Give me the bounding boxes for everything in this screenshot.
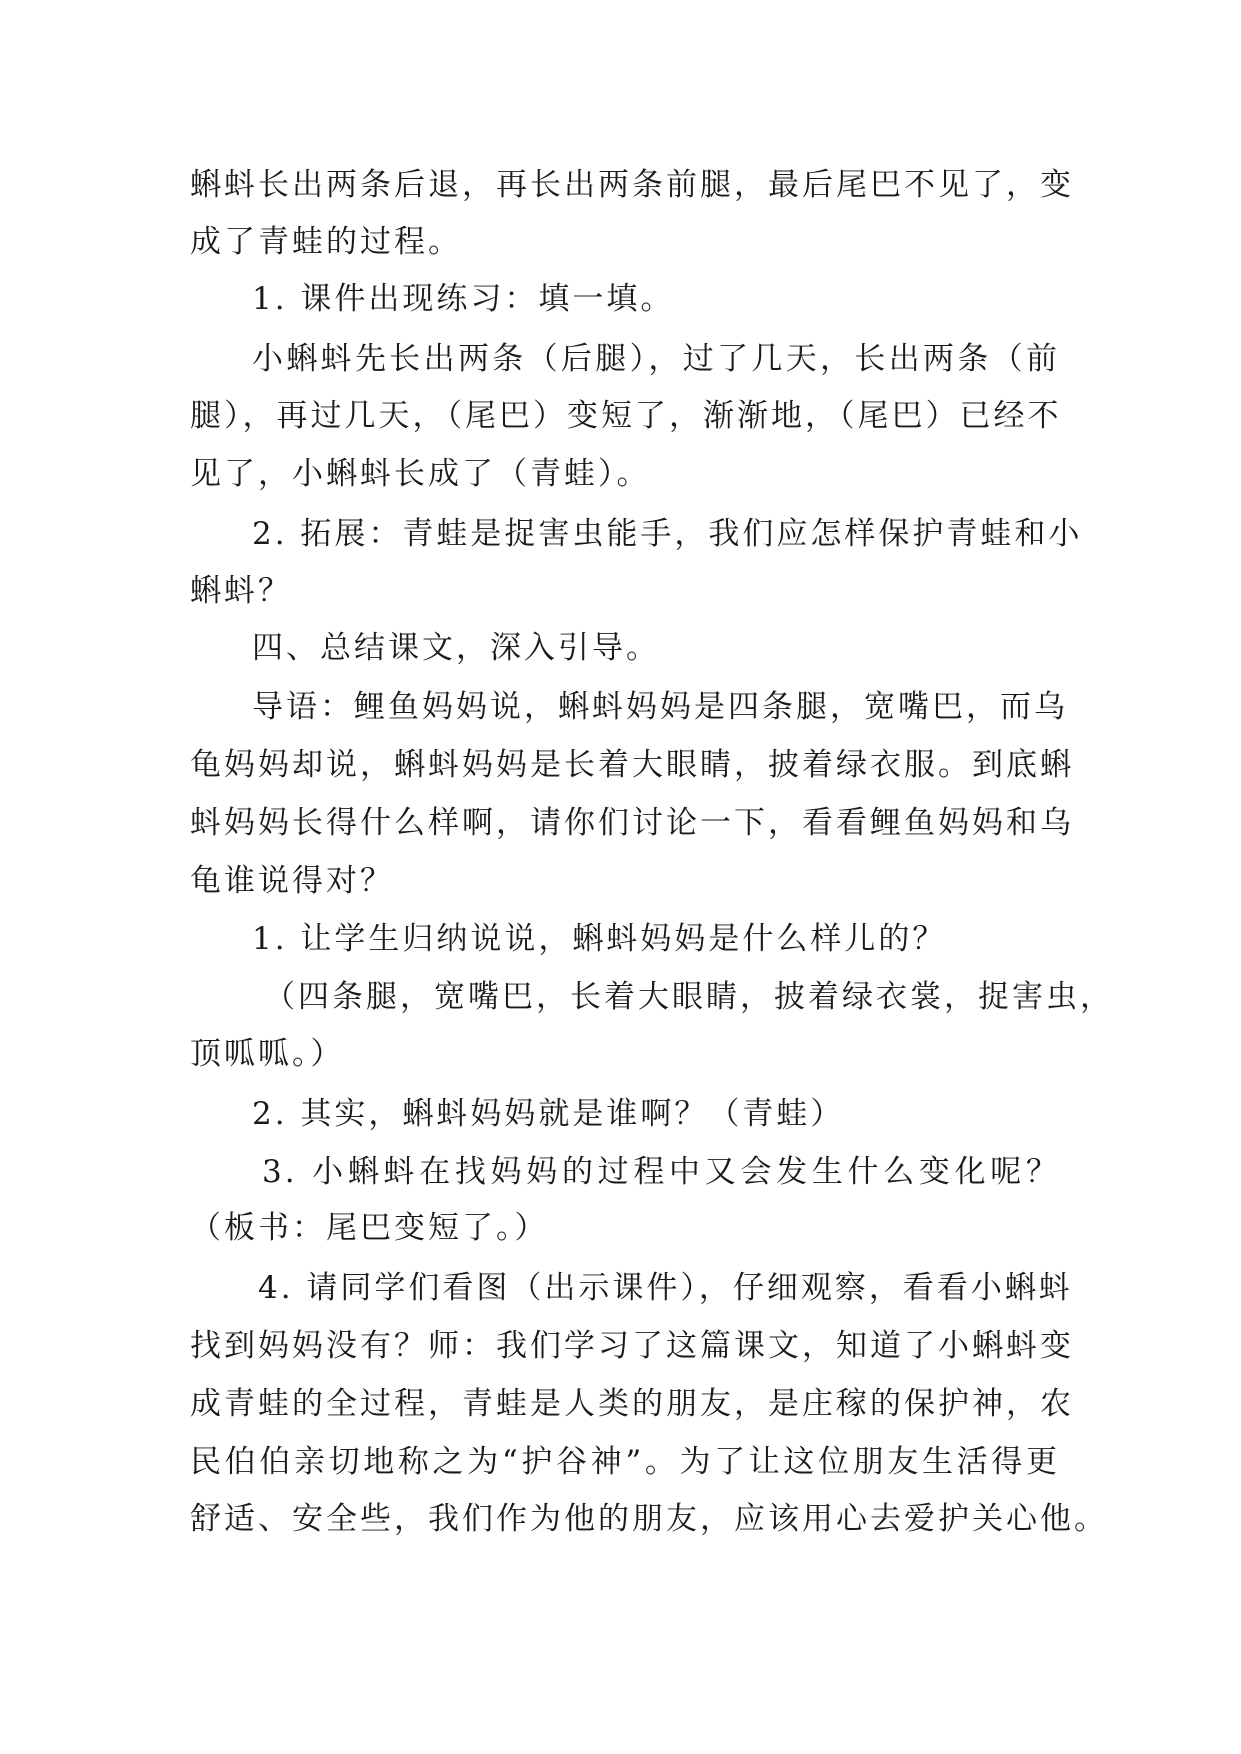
text-line: 2. 拓展：青蛙是捉害虫能手，我们应怎样保护青蛙和小 [252, 516, 1083, 552]
section-heading: 四、总结课文，深入引导。 [252, 630, 660, 666]
text-line: 2. 其实，蝌蚪妈妈就是谁啊？（青蛙） [252, 1096, 845, 1132]
text-line: 见了，小蝌蚪长成了（青蛙）。 [190, 456, 651, 492]
text-line: 舒适、安全些，我们作为他的朋友，应该用心去爱护关心他。 [190, 1501, 1108, 1537]
text-line: 蚪妈妈长得什么样啊，请你们讨论一下，看看鲤鱼妈妈和乌 [190, 805, 1074, 841]
text-line: 小蝌蚪先长出两条（后腿），过了几天，长出两条（前 [252, 341, 1060, 377]
text-line: 3. 小蝌蚪在找妈妈的过程中又会发生什么变化呢？ [262, 1154, 1060, 1190]
text-line: 成了青蛙的过程。 [190, 224, 462, 260]
text-line: 龟谁说得对？ [190, 863, 394, 899]
text-line: 1. 让学生归纳说说，蝌蚪妈妈是什么样儿的？ [252, 921, 947, 957]
text-line: 找到妈妈没有？师：我们学习了这篇课文，知道了小蝌蚪变 [190, 1328, 1074, 1364]
text-line: 4. 请同学们看图（出示课件），仔细观察，看看小蝌蚪 [258, 1270, 1073, 1306]
text-line: 蝌蚪？ [190, 573, 292, 609]
text-line: 腿），再过几天，（尾巴）变短了，渐渐地，（尾巴）已经不 [190, 398, 1062, 434]
text-line: （板书：尾巴变短了。） [190, 1210, 549, 1246]
text-line: 1. 课件出现练习：填一填。 [252, 281, 675, 317]
text-line: 导语：鲤鱼妈妈说，蝌蚪妈妈是四条腿，宽嘴巴，而乌 [252, 689, 1068, 725]
text-line: 龟妈妈却说，蝌蚪妈妈是长着大眼睛，披着绿衣服。到底蝌 [190, 747, 1074, 783]
text-line: 顶呱呱。） [190, 1036, 345, 1072]
text-line: 蝌蚪长出两条后退，再长出两条前腿，最后尾巴不见了，变 [190, 167, 1074, 203]
text-line: 成青蛙的全过程，青蛙是人类的朋友，是庄稼的保护神，农 [190, 1386, 1074, 1422]
text-line: （四条腿，宽嘴巴，长着大眼睛，披着绿衣裳，捉害虫， [264, 979, 1114, 1015]
text-line: 民伯伯亲切地称之为“护谷神”。为了让这位朋友生活得更 [190, 1444, 1060, 1480]
